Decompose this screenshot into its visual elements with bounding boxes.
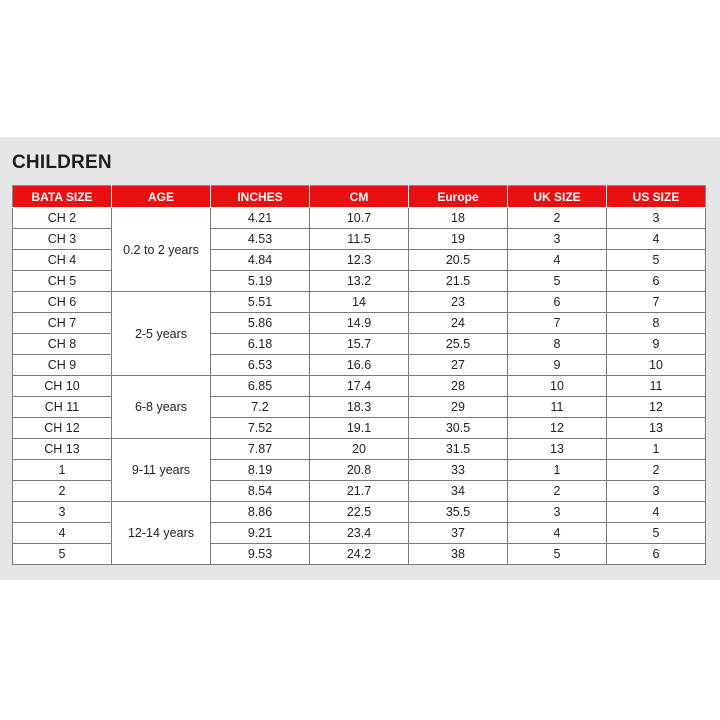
bata-size-cell: CH 10 [13,376,112,397]
us-size-cell: 11 [607,376,706,397]
inches-cell: 6.18 [211,334,310,355]
us-size-cell: 2 [607,460,706,481]
cm-cell: 16.6 [310,355,409,376]
uk-size-cell: 4 [508,523,607,544]
uk-size-cell: 6 [508,292,607,313]
europe-cell: 33 [409,460,508,481]
age-cell: 6-8 years [112,376,211,439]
cm-cell: 12.3 [310,250,409,271]
us-size-cell: 3 [607,481,706,502]
europe-cell: 34 [409,481,508,502]
uk-size-cell: 5 [508,544,607,565]
inches-cell: 8.54 [211,481,310,502]
column-header-europe: Europe [409,186,508,208]
europe-cell: 37 [409,523,508,544]
bata-size-cell: CH 8 [13,334,112,355]
inches-cell: 7.52 [211,418,310,439]
bata-size-cell: CH 3 [13,229,112,250]
us-size-cell: 4 [607,229,706,250]
table-row [13,376,706,397]
uk-size-cell: 8 [508,334,607,355]
bata-size-cell: CH 11 [13,397,112,418]
cm-cell: 14 [310,292,409,313]
cm-cell: 19.1 [310,418,409,439]
header-row [13,186,706,208]
us-size-cell: 13 [607,418,706,439]
inches-cell: 6.53 [211,355,310,376]
us-size-cell: 10 [607,355,706,376]
europe-cell: 25.5 [409,334,508,355]
us-size-cell: 8 [607,313,706,334]
europe-cell: 28 [409,376,508,397]
uk-size-cell: 1 [508,460,607,481]
uk-size-cell: 2 [508,208,607,229]
bata-size-cell: CH 7 [13,313,112,334]
cm-cell: 23.4 [310,523,409,544]
column-header-cm: CM [310,186,409,208]
us-size-cell: 5 [607,250,706,271]
table-row [13,439,706,460]
uk-size-cell: 11 [508,397,607,418]
cm-cell: 17.4 [310,376,409,397]
cm-cell: 15.7 [310,334,409,355]
us-size-cell: 1 [607,439,706,460]
bata-size-cell: CH 13 [13,439,112,460]
bata-size-cell: 5 [13,544,112,565]
europe-cell: 35.5 [409,502,508,523]
inches-cell: 4.84 [211,250,310,271]
inches-cell: 5.51 [211,292,310,313]
cm-cell: 13.2 [310,271,409,292]
size-chart-table [12,185,706,565]
cm-cell: 14.9 [310,313,409,334]
inches-cell: 5.19 [211,271,310,292]
chart-title: CHILDREN [12,152,112,173]
age-cell: 12-14 years [112,502,211,565]
us-size-cell: 9 [607,334,706,355]
cm-cell: 11.5 [310,229,409,250]
inches-cell: 7.87 [211,439,310,460]
uk-size-cell: 10 [508,376,607,397]
inches-cell: 4.53 [211,229,310,250]
us-size-cell: 3 [607,208,706,229]
cm-cell: 10.7 [310,208,409,229]
age-cell: 9-11 years [112,439,211,502]
bata-size-cell: 1 [13,460,112,481]
column-header-bata-size: BATA SIZE [13,186,112,208]
bata-size-cell: CH 6 [13,292,112,313]
inches-cell: 6.85 [211,376,310,397]
column-header-inches: INCHES [211,186,310,208]
europe-cell: 18 [409,208,508,229]
bata-size-cell: CH 5 [13,271,112,292]
age-cell: 0.2 to 2 years [112,208,211,292]
table-body [13,208,706,565]
uk-size-cell: 2 [508,481,607,502]
europe-cell: 20.5 [409,250,508,271]
us-size-cell: 7 [607,292,706,313]
cm-cell: 18.3 [310,397,409,418]
cm-cell: 21.7 [310,481,409,502]
uk-size-cell: 9 [508,355,607,376]
us-size-cell: 12 [607,397,706,418]
table-row [13,502,706,523]
inches-cell: 9.21 [211,523,310,544]
uk-size-cell: 7 [508,313,607,334]
europe-cell: 29 [409,397,508,418]
europe-cell: 24 [409,313,508,334]
inches-cell: 5.86 [211,313,310,334]
uk-size-cell: 3 [508,229,607,250]
bata-size-cell: CH 2 [13,208,112,229]
uk-size-cell: 4 [508,250,607,271]
size-chart-panel [0,137,720,580]
cm-cell: 20 [310,439,409,460]
inches-cell: 8.19 [211,460,310,481]
us-size-cell: 6 [607,544,706,565]
inches-cell: 8.86 [211,502,310,523]
cm-cell: 20.8 [310,460,409,481]
bata-size-cell: CH 12 [13,418,112,439]
bata-size-cell: 4 [13,523,112,544]
column-header-age: AGE [112,186,211,208]
us-size-cell: 4 [607,502,706,523]
bata-size-cell: 2 [13,481,112,502]
bata-size-cell: CH 4 [13,250,112,271]
uk-size-cell: 3 [508,502,607,523]
inches-cell: 4.21 [211,208,310,229]
europe-cell: 30.5 [409,418,508,439]
uk-size-cell: 13 [508,439,607,460]
uk-size-cell: 5 [508,271,607,292]
cm-cell: 24.2 [310,544,409,565]
table-row [13,208,706,229]
age-cell: 2-5 years [112,292,211,376]
europe-cell: 21.5 [409,271,508,292]
europe-cell: 23 [409,292,508,313]
us-size-cell: 5 [607,523,706,544]
europe-cell: 31.5 [409,439,508,460]
uk-size-cell: 12 [508,418,607,439]
europe-cell: 19 [409,229,508,250]
cm-cell: 22.5 [310,502,409,523]
table-row [13,292,706,313]
bata-size-cell: CH 9 [13,355,112,376]
europe-cell: 38 [409,544,508,565]
column-header-us-size: US SIZE [607,186,706,208]
inches-cell: 7.2 [211,397,310,418]
inches-cell: 9.53 [211,544,310,565]
column-header-uk-size: UK SIZE [508,186,607,208]
bata-size-cell: 3 [13,502,112,523]
europe-cell: 27 [409,355,508,376]
us-size-cell: 6 [607,271,706,292]
